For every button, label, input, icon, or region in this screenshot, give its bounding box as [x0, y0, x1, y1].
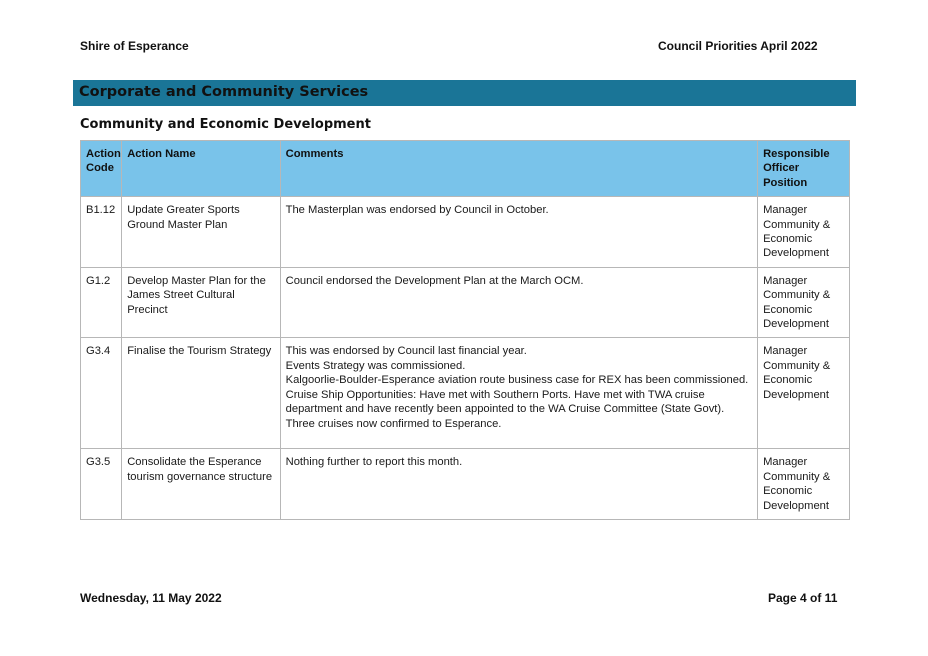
cell-action-code: G3.5 — [81, 449, 122, 520]
column-header-comments: Comments — [280, 141, 757, 197]
cell-action-code: G3.4 — [81, 338, 122, 449]
comment-line: Events Strategy was commissioned. — [285, 359, 466, 372]
cell-comments — [280, 197, 757, 268]
table-row — [81, 197, 850, 268]
cell-responsible-officer: Manager Community & Economic Development — [758, 267, 850, 338]
table-row — [81, 449, 850, 520]
cell-responsible-officer: Manager Community & Economic Development — [758, 338, 850, 449]
cell-responsible-officer: Manager Community & Economic Development — [758, 197, 850, 268]
column-header-responsible-officer: Responsible Officer Position — [758, 141, 850, 197]
comment-line: Kalgoorlie-Boulder-Esperance aviation route business case for REX has been commissioned. — [285, 374, 749, 387]
footer-date: Wednesday, 11 May 2022 — [80, 591, 222, 605]
council-priorities-table — [80, 140, 850, 520]
cell-action-name: Update Greater Sports Ground Master Plan — [122, 197, 280, 268]
cell-comments — [280, 267, 757, 338]
cell-action-name: Finalise the Tourism Strategy — [122, 338, 280, 449]
table-row — [81, 338, 850, 449]
comment-line: Cruise Ship Opportunities: Have met with Southern Ports. Have met with TWA cruise department and have recently been appointed to the WA Cruise Committee (State Govt). Three cruises now confirmed to Esperance. — [285, 388, 725, 430]
comment-line: Nothing further to report this month. — [285, 456, 463, 469]
cell-comments — [280, 449, 757, 520]
cell-action-code: G1.2 — [81, 267, 122, 338]
comment-line: Council endorsed the Development Plan at the March OCM. — [285, 274, 584, 287]
footer-page-number: Page 4 of 11 — [768, 591, 838, 605]
table-header-row — [81, 141, 850, 197]
cell-responsible-officer: Manager Community & Economic Development — [758, 449, 850, 520]
header-document-title: Council Priorities April 2022 — [658, 39, 818, 53]
subsection-title: Community and Economic Development — [80, 117, 371, 132]
column-header-action-code: Action Code — [81, 141, 122, 197]
header-organisation: Shire of Esperance — [80, 39, 189, 53]
column-header-action-name: Action Name — [122, 141, 280, 197]
cell-action-name: Consolidate the Esperance tourism governance structure — [122, 449, 280, 520]
table-row — [81, 267, 850, 338]
cell-action-name: Develop Master Plan for the James Street Cultural Precinct — [122, 267, 280, 338]
cell-action-code: B1.12 — [81, 197, 122, 268]
comment-line: This was endorsed by Council last financial year. — [285, 345, 527, 358]
comment-line: The Masterplan was endorsed by Council in October. — [285, 204, 549, 217]
section-title-bar: Corporate and Community Services — [73, 80, 856, 106]
cell-comments — [280, 338, 757, 449]
